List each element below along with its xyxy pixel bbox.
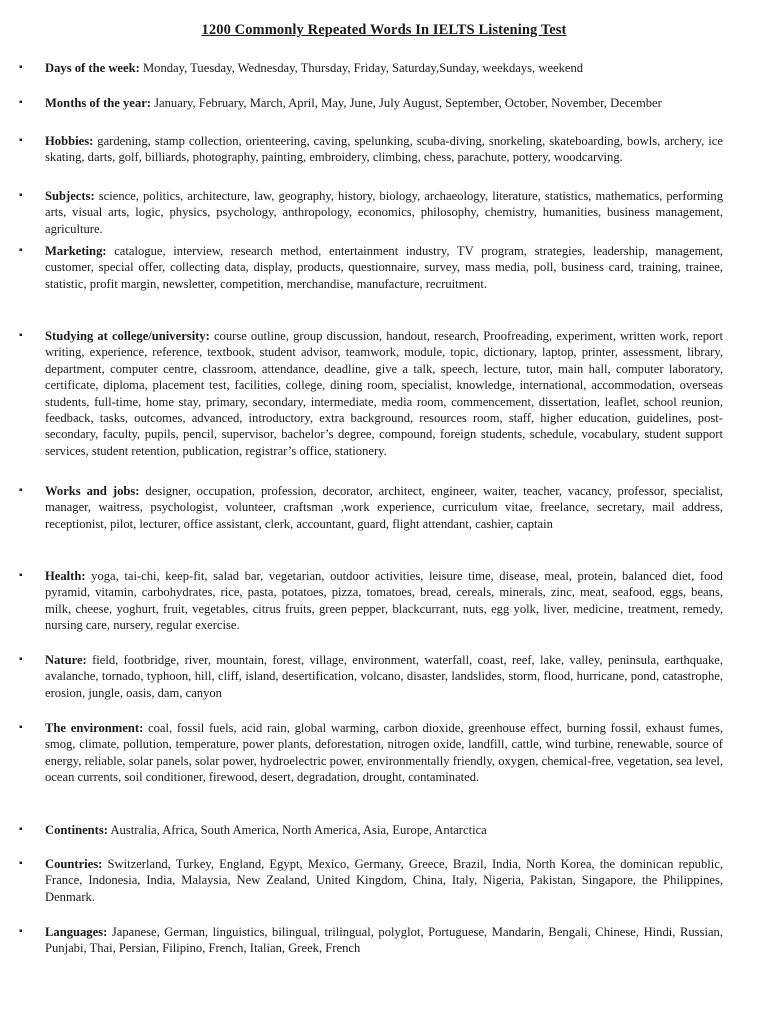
section-text: Monday, Tuesday, Wednesday, Thursday, Friday, Saturday,Sunday, weekdays, weekend — [142, 61, 584, 75]
section-text: course outline, group discussion, handout, research, Proofreading, experiment, written work, report writing, experience, reference, textbook, student advisor, teamwork, module, topic, dictionary, laptop, printer, assessment, library, department, computer centre, classroom, attendance, deadline, give a talk, speech, lecture, tutor, main hall, computer laboratory, certificate, diploma, placement test, facilities, college, dining room, specialist, knowledge, international, accommodation, overseas students, full-time, home stay, primary, secondary, intermediate, media room, commencement, dissertation, leaflet, school reunion, feedback, tasks, outcomes, advanced, introductory, extra background, resources room, staff, higher education, guidelines, post-secondary, faculty, pupils, pencil, supervisor, bachelor’s degree, compound, foreign students, schedule, vocabulary, student support services, student retention, publication, registrar’s office, stationery. — [45, 329, 723, 458]
bullet-icon: ▪ — [19, 654, 23, 665]
section-label: Days of the week: — [45, 61, 140, 75]
section-label: Studying at college/university: — [45, 329, 210, 343]
section-days-of-week — [45, 60, 723, 76]
section-label: Works and jobs: — [45, 484, 140, 498]
bullet-icon: ▪ — [19, 190, 23, 201]
bullet-icon: ▪ — [19, 858, 23, 869]
section-marketing — [45, 243, 723, 292]
section-text: catalogue, interview, research method, entertainment industry, TV program, strategies, leadership, management, customer, special offer, collecting data, display, products, questionnaire, survey, mass media, poll, business card, training, trainee, statistic, profit margin, newsletter, competition, merchandise, manufacture, recruitment. — [45, 244, 723, 291]
section-text: Australia, Africa, South America, North America, Asia, Europe, Antarctica — [110, 823, 487, 837]
section-countries — [45, 856, 723, 905]
section-label: Nature: — [45, 653, 87, 667]
section-text: coal, fossil fuels, acid rain, global warming, carbon dioxide, greenhouse effect, burning fossil, exhaust fumes, smog, climate, pollution, temperature, power plants, deforestation, nitrogen oxide, landfill, cattle, wind turbine, renewable, source of energy, reliable, solar panels, solar power, hydroelectric power, environmentally friendly, oxygen, chemical-free, vegetation, sea level, ocean currents, soil conditioner, firewood, desert, degradation, drought, contaminated. — [45, 721, 723, 785]
section-label: Subjects: — [45, 189, 95, 203]
section-label: Months of the year: — [45, 96, 151, 110]
section-label: Countries: — [45, 857, 103, 871]
section-health — [45, 568, 723, 634]
bullet-icon: ▪ — [19, 722, 23, 733]
section-continents — [45, 822, 723, 838]
bullet-icon: ▪ — [19, 824, 23, 835]
bullet-icon: ▪ — [19, 926, 23, 937]
bullet-icon: ▪ — [19, 135, 23, 146]
bullet-icon: ▪ — [19, 570, 23, 581]
section-months-of-year — [45, 95, 723, 111]
section-works-and-jobs — [45, 483, 723, 532]
section-studying — [45, 328, 723, 459]
section-text: Japanese, German, linguistics, bilingual, trilingual, polyglot, Portuguese, Mandarin, Bengali, Chinese, Hindi, Russian, Punjabi, Thai, Persian, Filipino, French, Italian, Greek, French — [45, 925, 723, 956]
bullet-icon: ▪ — [19, 245, 23, 256]
section-label: Health: — [45, 569, 86, 583]
section-text: Switzerland, Turkey, England, Egypt, Mexico, Germany, Greece, Brazil, India, North Korea, the dominican republic, France, Indonesia, India, Malaysia, New Zealand, United Kingdom, China, Italy, Nigeria, Pakistan, Singapore, the Philippines, Denmark. — [45, 857, 723, 904]
section-label: The environment: — [45, 721, 144, 735]
bullet-icon: ▪ — [19, 330, 23, 341]
section-subjects — [45, 188, 723, 237]
section-label: Hobbies: — [45, 134, 94, 148]
section-label: Languages: — [45, 925, 108, 939]
bullet-icon: ▪ — [19, 97, 23, 108]
section-text: designer, occupation, profession, decorator, architect, engineer, waiter, teacher, vacancy, professor, specialist, manager, waitress, psychologist‚ volunteer, craftsman ,work experience, curriculum vitae, freelance, secretary, mail address, receptionist, pilot, lecturer, office assistant, clerk, accountant, guard, flight attendant, cashier, captain — [45, 484, 723, 531]
bullet-icon: ▪ — [19, 485, 23, 496]
section-text: science, politics, architecture, law, geography, history, biology, archaeology, literature, statistics, mathematics, performing arts, visual arts, logic, physics, psychology, anthropology, economics, philosophy, chemistry, humanities, business management, agriculture. — [45, 189, 723, 236]
section-hobbies — [45, 133, 723, 166]
section-environment — [45, 720, 723, 786]
section-languages — [45, 924, 723, 957]
page-title: 1200 Commonly Repeated Words In IELTS Listening Test — [201, 22, 567, 38]
section-nature — [45, 652, 723, 701]
section-label: Marketing: — [45, 244, 107, 258]
section-text: field, footbridge, river, mountain, forest, village, environment, waterfall, coast, reef, lake, valley, peninsula, earthquake, avalanche, tornado, typhoon, hill, cliff, island, desertification, volcano, disaster, landslides, storm, flood, hurricane, pond, catastrophe, erosion, jungle, oasis, dam, canyon — [45, 653, 723, 700]
section-text: gardening, stamp collection, orienteering, caving, spelunking, scuba-diving, snorkeling, skateboarding, bowls, archery, ice skating, darts, golf, billiards, photography, painting, embroidery, climbing, chess, parachute, pottery, woodcarving. — [45, 134, 723, 165]
bullet-icon: ▪ — [19, 62, 23, 73]
section-text: yoga, tai-chi, keep-fit, salad bar, vegetarian, outdoor activities, leisure time, disease, meal, protein, balanced diet, food pyramid, vitamin, carbohydrates, rice, pasta, potatoes, pizza, tomatoes, bread, cereals, minerals, zinc, meat, seafood, eggs, beans, milk, cheese, yoghurt, fruit, vegetables, citrus fruits, green pepper, blackcurrant, nuts, egg yolk, liver, medicine‚ treatment, remedy, nursing care, nursery, regular exercise. — [45, 569, 723, 633]
section-text: January, February, March, April, May, June, July August, September, October, November, December — [154, 96, 662, 110]
section-label: Continents: — [45, 823, 108, 837]
